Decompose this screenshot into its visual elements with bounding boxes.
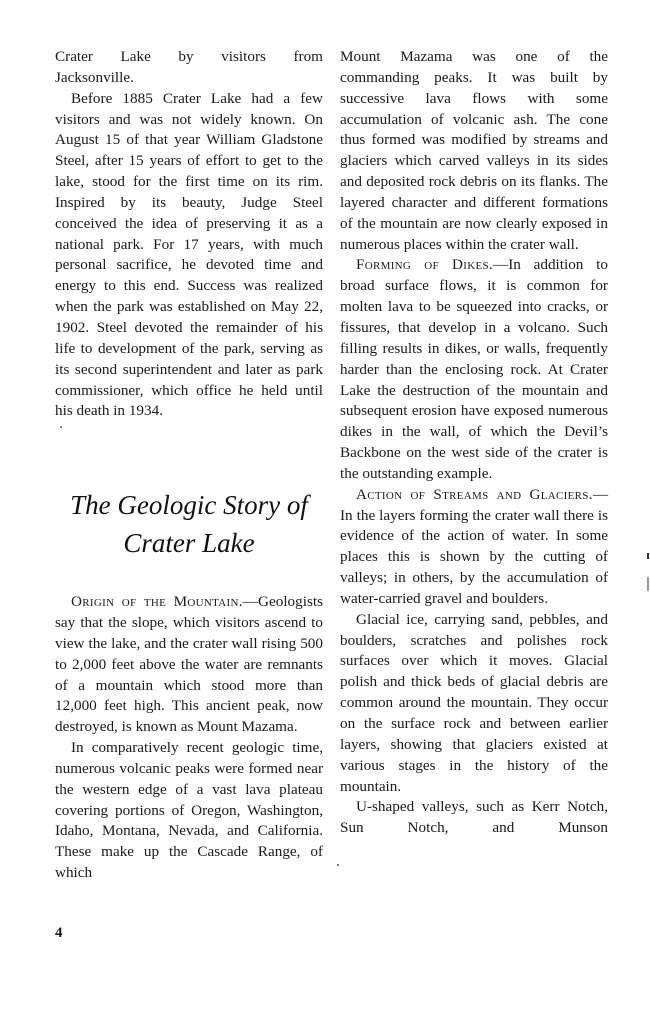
scan-edge-mark	[647, 553, 649, 559]
paragraph-text: Crater Lake by visitors from Jacksonville.	[55, 48, 323, 86]
paragraph-text: —In addition to broad surface flows, it is common for molten lava to be squeezed into cracks, or fissures, that develop in a volcano. Such filling results in dikes, or walls, frequently harder than the enclosing rock. At Crater Lake the destruction of the mountain and subsequent erosion have exposed numerous dikes in the wall, of which the Devil’s Backbone on the west side of the crater is the outstanding example.	[340, 256, 608, 482]
paragraph-recent	[55, 738, 323, 884]
chapter-title	[55, 486, 323, 562]
page-number: 4	[55, 925, 63, 941]
section-heading-streams: Action of Streams and Glaciers.	[356, 485, 593, 503]
paragraph-text: Before 1885 Crater Lake had a few visitors and was not widely known. On August 15 of that year William Gladstone Steel, after 15 years of effort to get to the lake, stood for the first time on its rim. Inspired by its beauty, Judge Steel conceived the idea of preserving it as a national park. For 17 years, with much personal sacrifice, he devoted time and energy to this end. Success was realized when the park was established on May 22, 1902. Steel devoted the remainder of his life to development of the park, serving as its second superintendent and later as park commissioner, which office he held until his death in 1934.	[55, 89, 323, 420]
scan-speck	[60, 426, 62, 428]
paragraph-origin	[55, 592, 323, 738]
right-column	[340, 47, 608, 860]
paragraph-glacial	[340, 610, 608, 798]
paragraph-mazama	[340, 47, 608, 255]
paragraph-dikes	[340, 255, 608, 484]
section-heading-origin: Origin of the Mountain.	[71, 593, 243, 611]
scan-speck	[337, 864, 339, 866]
paragraph-text: —Geologists say that the slope, which visitors ascend to view the lake, and the crater wall rising 500 to 2,000 feet above the water are remnants of a mountain which stood more than 12,000 feet high. This ancient peak, now destroyed, is known as Mount Mazama.	[55, 593, 323, 736]
paragraph-text: In comparatively recent geologic time, numerous volcanic peaks were formed near the western edge of a vast lava plateau covering portions of Oregon, Washington, Idaho, Montana, Nevada, and California. These make up the Cascade Range, of which	[55, 739, 323, 882]
paragraph-text: Glacial ice, carrying sand, pebbles, and boulders, scratches and polishes rock surfaces over which it moves. Glacial polish and thick beds of glacial debris are common around the mountain. They occur on the surface rock and between earlier layers, showing that glaciers existed at various stages in the history of the mountain.	[340, 610, 608, 795]
paragraph-streams	[340, 485, 608, 610]
paragraph-text: U-shaped valleys, such as Kerr Notch, Sun Notch, and Munson	[340, 798, 608, 837]
paragraph-continued	[55, 47, 323, 89]
left-column	[55, 47, 323, 884]
paragraph-text: Mount Mazama was one of the commanding peaks. It was built by successive lava flows with some accumulation of volcanic ash. The cone thus formed was modified by streams and glaciers which carved valleys in its sides and deposited rock debris on its flanks. The layered character and different formations of the mountain are now clearly exposed in numerous places within the crater wall.	[340, 48, 608, 253]
paragraph-1885	[55, 89, 323, 423]
section-heading-dikes: Forming of Dikes.	[356, 256, 493, 274]
chapter-title-line-1: The Geologic Story of	[70, 490, 308, 521]
chapter-title-line-2: Crater Lake	[123, 528, 255, 559]
paragraph-text: — In the layers forming the crater wall there is evidence of the action of water. In some places this is shown by the cutting of valleys; in others, by the accumulation of water-carried gravel and boulders.	[340, 485, 608, 607]
scan-edge-mark	[647, 577, 649, 591]
paragraph-u-shaped	[340, 797, 608, 860]
